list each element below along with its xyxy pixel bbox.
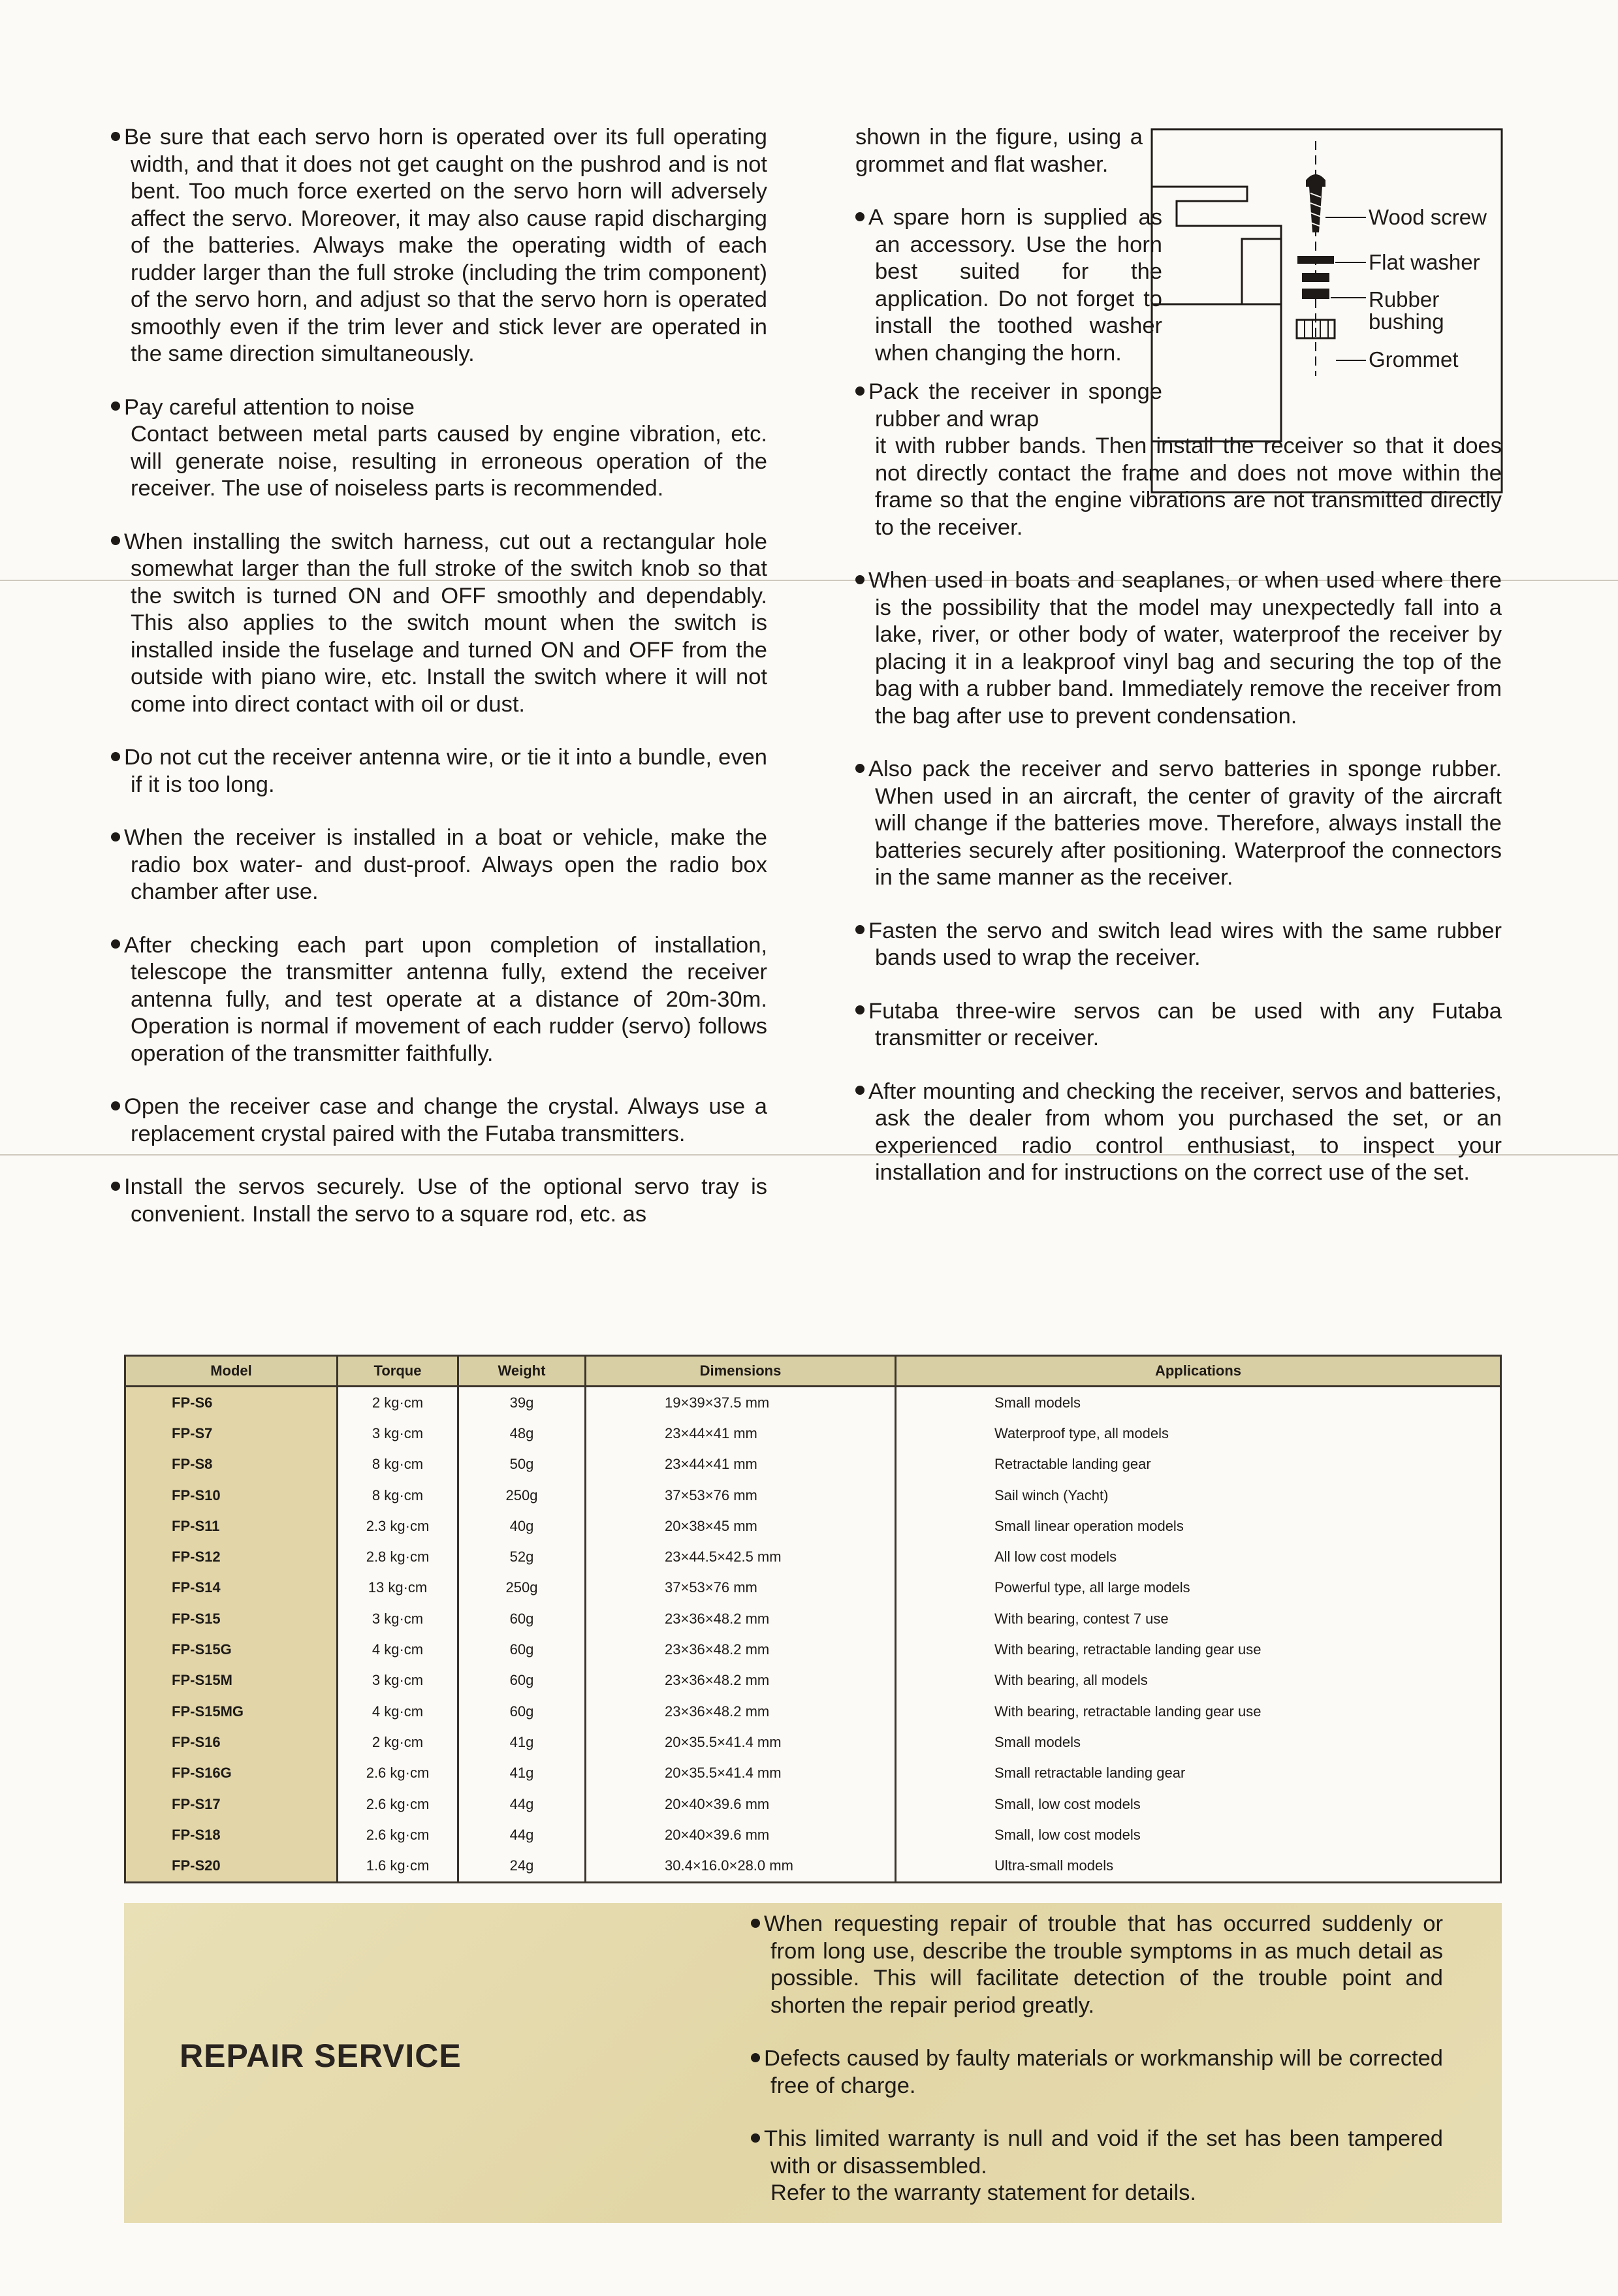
bullet-icon	[751, 2053, 760, 2062]
table-row	[125, 1449, 1501, 1480]
cell-weight: 44g	[458, 1819, 586, 1850]
table-header-row	[125, 1356, 1501, 1387]
cell-model: FP-S15MG	[125, 1696, 338, 1727]
cell-dimensions: 20×40×39.6 mm	[586, 1819, 896, 1850]
cell-applications: Small, low cost models	[896, 1789, 1501, 1819]
cell-weight: 52g	[458, 1541, 586, 1572]
cell-weight: 250g	[458, 1573, 586, 1603]
inspection-note: After mounting and checking the receiver, servos and batteries, ask the dealer from whom you purchased the set, or an experienced radio control enthusiast, to inspect your installation and for instructions on the correct use of the set.	[855, 1078, 1502, 1187]
cell-model: FP-S14	[125, 1573, 338, 1603]
header-model: Model	[125, 1356, 338, 1387]
cell-dimensions: 23×44.5×42.5 mm	[586, 1541, 896, 1572]
cell-torque: 2.6 kg·cm	[338, 1819, 458, 1850]
cell-dimensions: 23×36×48.2 mm	[586, 1665, 896, 1696]
cell-dimensions: 23×44×41 mm	[586, 1418, 896, 1449]
cell-applications: Small linear operation models	[896, 1511, 1501, 1541]
bullet-icon	[855, 575, 865, 584]
cell-model: FP-S11	[125, 1511, 338, 1541]
cell-weight: 50g	[458, 1449, 586, 1480]
servo-mount-figure	[1150, 128, 1503, 494]
cell-applications: Ultra-small models	[896, 1850, 1501, 1882]
cell-model: FP-S15G	[125, 1634, 338, 1665]
table-row	[125, 1511, 1501, 1541]
header-weight: Weight	[458, 1356, 586, 1387]
table-row	[125, 1850, 1501, 1882]
bullet-icon	[111, 536, 120, 545]
cell-weight: 44g	[458, 1789, 586, 1819]
spare-horn-note: A spare horn is supplied as an accessory. Use the horn best suited for the application. Do not forget to install the toothed washer when changing the horn.	[855, 204, 1162, 367]
cell-weight: 60g	[458, 1696, 586, 1727]
cell-model: FP-S12	[125, 1541, 338, 1572]
cell-weight: 48g	[458, 1418, 586, 1449]
cell-model: FP-S20	[125, 1850, 338, 1882]
cell-dimensions: 37×53×76 mm	[586, 1573, 896, 1603]
cell-dimensions: 19×39×37.5 mm	[586, 1387, 896, 1419]
cell-model: FP-S15M	[125, 1665, 338, 1696]
cell-applications: Powerful type, all large models	[896, 1573, 1501, 1603]
cell-weight: 41g	[458, 1727, 586, 1757]
table-row	[125, 1418, 1501, 1449]
cell-weight: 250g	[458, 1480, 586, 1511]
cell-model: FP-S10	[125, 1480, 338, 1511]
cell-applications: Sail winch (Yacht)	[896, 1480, 1501, 1511]
cell-model: FP-S17	[125, 1789, 338, 1819]
cell-applications: Small models	[896, 1387, 1501, 1419]
defects-note: Defects caused by faulty materials or workmanship will be corrected free of charge.	[751, 2045, 1443, 2099]
left-column	[111, 124, 767, 1254]
cell-weight: 40g	[458, 1511, 586, 1541]
pack-receiver-note-rest: it with rubber bands. Then install the receiver so that it does not directly contact the frame and does not move within the frame so that the engine vibrations are not transmitted directly to the receiver.	[875, 433, 1502, 540]
cell-dimensions: 20×35.5×41.4 mm	[586, 1727, 896, 1757]
lead-wires-note: Fasten the servo and switch lead wires with the same rubber bands used to wrap the receiver.	[855, 918, 1502, 972]
cell-torque: 1.6 kg·cm	[338, 1850, 458, 1882]
cell-torque: 3 kg·cm	[338, 1603, 458, 1634]
cell-applications: With bearing, all models	[896, 1665, 1501, 1696]
cell-applications: With bearing, contest 7 use	[896, 1603, 1501, 1634]
table-row	[125, 1727, 1501, 1757]
noise-note-body: Contact between metal parts caused by engine vibration, etc. will generate noise, resulting in erroneous operation of the receiver. The use of noiseless parts is recommended.	[131, 422, 767, 501]
boats-seaplanes-note: When used in boats and seaplanes, or when used where there is the possibility that the model may unexpectedly fall into a lake, river, or other body of water, waterproof the receiver by placing it in a leakproof vinyl bag and securing the top of the bag with a rubber band. Immediately remove the receiver from the bag after use to prevent condensation.	[855, 567, 1502, 730]
table-row	[125, 1634, 1501, 1665]
cell-dimensions: 20×40×39.6 mm	[586, 1789, 896, 1819]
cell-model: FP-S16	[125, 1727, 338, 1757]
cell-torque: 2.3 kg·cm	[338, 1511, 458, 1541]
cell-weight: 39g	[458, 1387, 586, 1419]
cell-applications: Small models	[896, 1727, 1501, 1757]
cell-weight: 60g	[458, 1665, 586, 1696]
cell-torque: 8 kg·cm	[338, 1449, 458, 1480]
table-row	[125, 1573, 1501, 1603]
cell-model: FP-S18	[125, 1819, 338, 1850]
cell-torque: 13 kg·cm	[338, 1573, 458, 1603]
servo-install-continuation: shown in the figure, using a grommet and flat washer.	[855, 125, 1143, 177]
test-operate-note: After checking each part upon completion of installation, telescope the transmitter antenna fully, extend the receiver antenna fully, and test operate at a distance of 20m-30m. Operation is normal if movement of each rudder (servo) follows operation of the transmitter faithfully.	[111, 932, 767, 1068]
repair-service-box	[124, 1903, 1502, 2223]
bullet-icon	[855, 1005, 865, 1014]
cell-model: FP-S15	[125, 1603, 338, 1634]
repair-request-note: When requesting repair of trouble that has occurred suddenly or from long use, describe the trouble symptoms in as much detail as possible. This will facilitate detection of the trouble point and shorten the repair period greatly.	[751, 1911, 1443, 2019]
repair-service-text	[751, 1911, 1443, 2233]
cell-torque: 3 kg·cm	[338, 1665, 458, 1696]
servo-install-note: Install the servos securely. Use of the optional servo tray is convenient. Install the servo to a square rod, etc. as	[111, 1174, 767, 1228]
table-row	[125, 1696, 1501, 1727]
table-row	[125, 1819, 1501, 1850]
table-row	[125, 1758, 1501, 1789]
header-dimensions: Dimensions	[586, 1356, 896, 1387]
cell-applications: Waterproof type, all models	[896, 1418, 1501, 1449]
switch-harness-note: When installing the switch harness, cut out a rectangular hole somewhat larger than the full stroke of the switch knob so that the switch is turned ON and OFF smoothly and dependably. This also applies to the switch mount when the switch is installed inside the fuselage and turned ON and OFF from the outside with piano wire, etc. Install the switch where it will not come into direct contact with oil or dust.	[111, 529, 767, 719]
flat-washer-label: Flat washer	[1369, 250, 1480, 274]
bullet-icon	[111, 752, 120, 761]
cell-torque: 4 kg·cm	[338, 1696, 458, 1727]
bullet-icon	[111, 132, 120, 141]
cell-model: FP-S16G	[125, 1758, 338, 1789]
table-row	[125, 1665, 1501, 1696]
cell-weight: 24g	[458, 1850, 586, 1882]
cell-applications: Small, low cost models	[896, 1819, 1501, 1850]
cell-torque: 3 kg·cm	[338, 1418, 458, 1449]
servo-horn-note: Be sure that each servo horn is operated over its full operating width, and that it does not get caught on the pushrod and is not bent. Too much force exerted on the servo horn will adversely affect the servo. Moreover, it may also cause rapid discharging of the batteries. Always make the operating width of each rudder larger than the full stroke (including the trim component) of the servo horn, and adjust so that the servo horn is operated smoothly even if the trim lever and stick lever are operated in the same direction simultaneously.	[111, 124, 767, 368]
repair-service-title: REPAIR SERVICE	[180, 2037, 462, 2074]
cell-dimensions: 20×35.5×41.4 mm	[586, 1758, 896, 1789]
cell-torque: 2.6 kg·cm	[338, 1758, 458, 1789]
cell-weight: 60g	[458, 1603, 586, 1634]
battery-pack-note: Also pack the receiver and servo batteries in sponge rubber. When used in an aircraft, the center of gravity of the aircraft will change if the batteries move. Therefore, always install the batteries securely after positioning. Waterproof the connectors in the same manner as the receiver.	[855, 756, 1502, 892]
cell-dimensions: 23×44×41 mm	[586, 1449, 896, 1480]
bullet-icon	[111, 832, 120, 841]
cell-applications: Small retractable landing gear	[896, 1758, 1501, 1789]
cell-dimensions: 23×36×48.2 mm	[586, 1634, 896, 1665]
cell-applications: With bearing, retractable landing gear use	[896, 1696, 1501, 1727]
table-row	[125, 1480, 1501, 1511]
cell-dimensions: 30.4×16.0×28.0 mm	[586, 1850, 896, 1882]
bushing-label: bushing	[1369, 309, 1444, 334]
cell-dimensions: 23×36×48.2 mm	[586, 1696, 896, 1727]
cell-applications: Retractable landing gear	[896, 1449, 1501, 1480]
crystal-note: Open the receiver case and change the crystal. Always use a replacement crystal paired with the Futaba transmitters.	[111, 1093, 767, 1148]
wood-screw-label: Wood screw	[1369, 205, 1487, 229]
cell-torque: 2 kg·cm	[338, 1387, 458, 1419]
cell-dimensions: 23×36×48.2 mm	[586, 1603, 896, 1634]
cell-dimensions: 20×38×45 mm	[586, 1511, 896, 1541]
servo-spec-table	[124, 1355, 1502, 1883]
bullet-icon	[855, 212, 865, 221]
table-row	[125, 1387, 1501, 1419]
bullet-icon	[751, 1919, 760, 1928]
cell-applications: With bearing, retractable landing gear use	[896, 1634, 1501, 1665]
bullet-icon	[855, 386, 865, 396]
cell-torque: 4 kg·cm	[338, 1634, 458, 1665]
cell-model: FP-S7	[125, 1418, 338, 1449]
table-body	[125, 1387, 1501, 1883]
cell-torque: 2.8 kg·cm	[338, 1541, 458, 1572]
cell-torque: 8 kg·cm	[338, 1480, 458, 1511]
header-torque: Torque	[338, 1356, 458, 1387]
cell-torque: 2 kg·cm	[338, 1727, 458, 1757]
warranty-void-note: This limited warranty is null and void if the set has been tampered with or disassembled.	[751, 2126, 1443, 2180]
bullet-icon	[111, 939, 120, 949]
cell-weight: 41g	[458, 1758, 586, 1789]
bullet-icon	[111, 1101, 120, 1110]
cell-applications: All low cost models	[896, 1541, 1501, 1572]
cell-dimensions: 37×53×76 mm	[586, 1480, 896, 1511]
table-row	[125, 1541, 1501, 1572]
bullet-icon	[855, 764, 865, 773]
bullet-icon	[111, 1182, 120, 1191]
bullet-icon	[111, 401, 120, 411]
header-applications: Applications	[896, 1356, 1501, 1387]
cell-model: FP-S6	[125, 1387, 338, 1419]
boat-vehicle-note: When the receiver is installed in a boat or vehicle, make the radio box water- and dust-proof. Always open the radio box chamber after use.	[111, 825, 767, 906]
grommet-label: Grommet	[1369, 347, 1459, 371]
pack-receiver-note: Pack the receiver in sponge rubber and wrap	[855, 379, 1162, 433]
cell-model: FP-S8	[125, 1449, 338, 1480]
bullet-icon	[751, 2133, 760, 2143]
cell-torque: 2.6 kg·cm	[338, 1789, 458, 1819]
bullet-icon	[855, 925, 865, 934]
table-row	[125, 1603, 1501, 1634]
table-row	[125, 1789, 1501, 1819]
noise-note: Pay careful attention to noise	[111, 394, 767, 422]
antenna-wire-note: Do not cut the receiver antenna wire, or tie it into a bundle, even if it is too long.	[111, 744, 767, 798]
three-wire-note: Futaba three-wire servos can be used with any Futaba transmitter or receiver.	[855, 998, 1502, 1052]
rubber-label: Rubber	[1369, 287, 1440, 311]
bullet-icon	[855, 1086, 865, 1095]
warranty-reference: Refer to the warranty statement for details.	[770, 2180, 1196, 2205]
cell-weight: 60g	[458, 1634, 586, 1665]
